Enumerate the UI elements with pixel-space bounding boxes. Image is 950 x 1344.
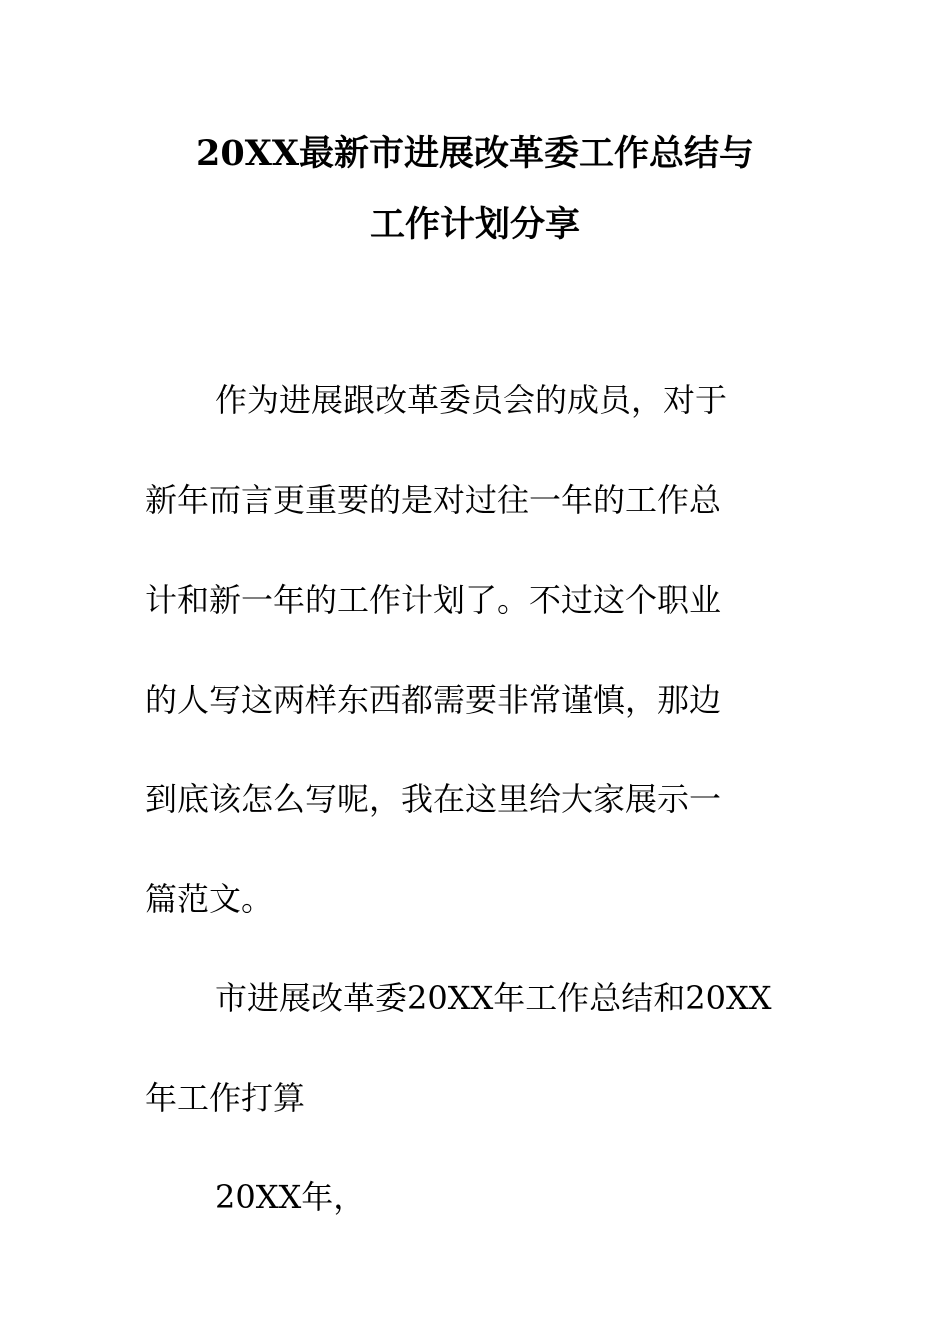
section-heading-line: 市进展改革委20XX年工作总结和20XX [215,979,772,1017]
paragraph-line: 作为进展跟改革委员会的成员，对于 [215,381,728,419]
section-heading-line: 年工作打算 [145,1079,306,1117]
paragraph-line: 篇范文。 [145,880,274,918]
paragraph-line: 新年而言更重要的是对过往一年的工作总 [145,481,722,519]
paragraph-line: 的人写这两样东西都需要非常谨慎，那边 [145,681,722,719]
paragraph-line: 计和新一年的工作计划了。不过这个职业 [145,581,722,619]
document-title-line-2: 工作计划分享 [369,204,580,245]
paragraph-line: 20XX年， [215,1178,366,1216]
document-title-line-1: 20XX最新市进展改革委工作总结与 [195,133,755,174]
paragraph-line: 到底该怎么写呢，我在这里给大家展示一 [145,780,722,818]
